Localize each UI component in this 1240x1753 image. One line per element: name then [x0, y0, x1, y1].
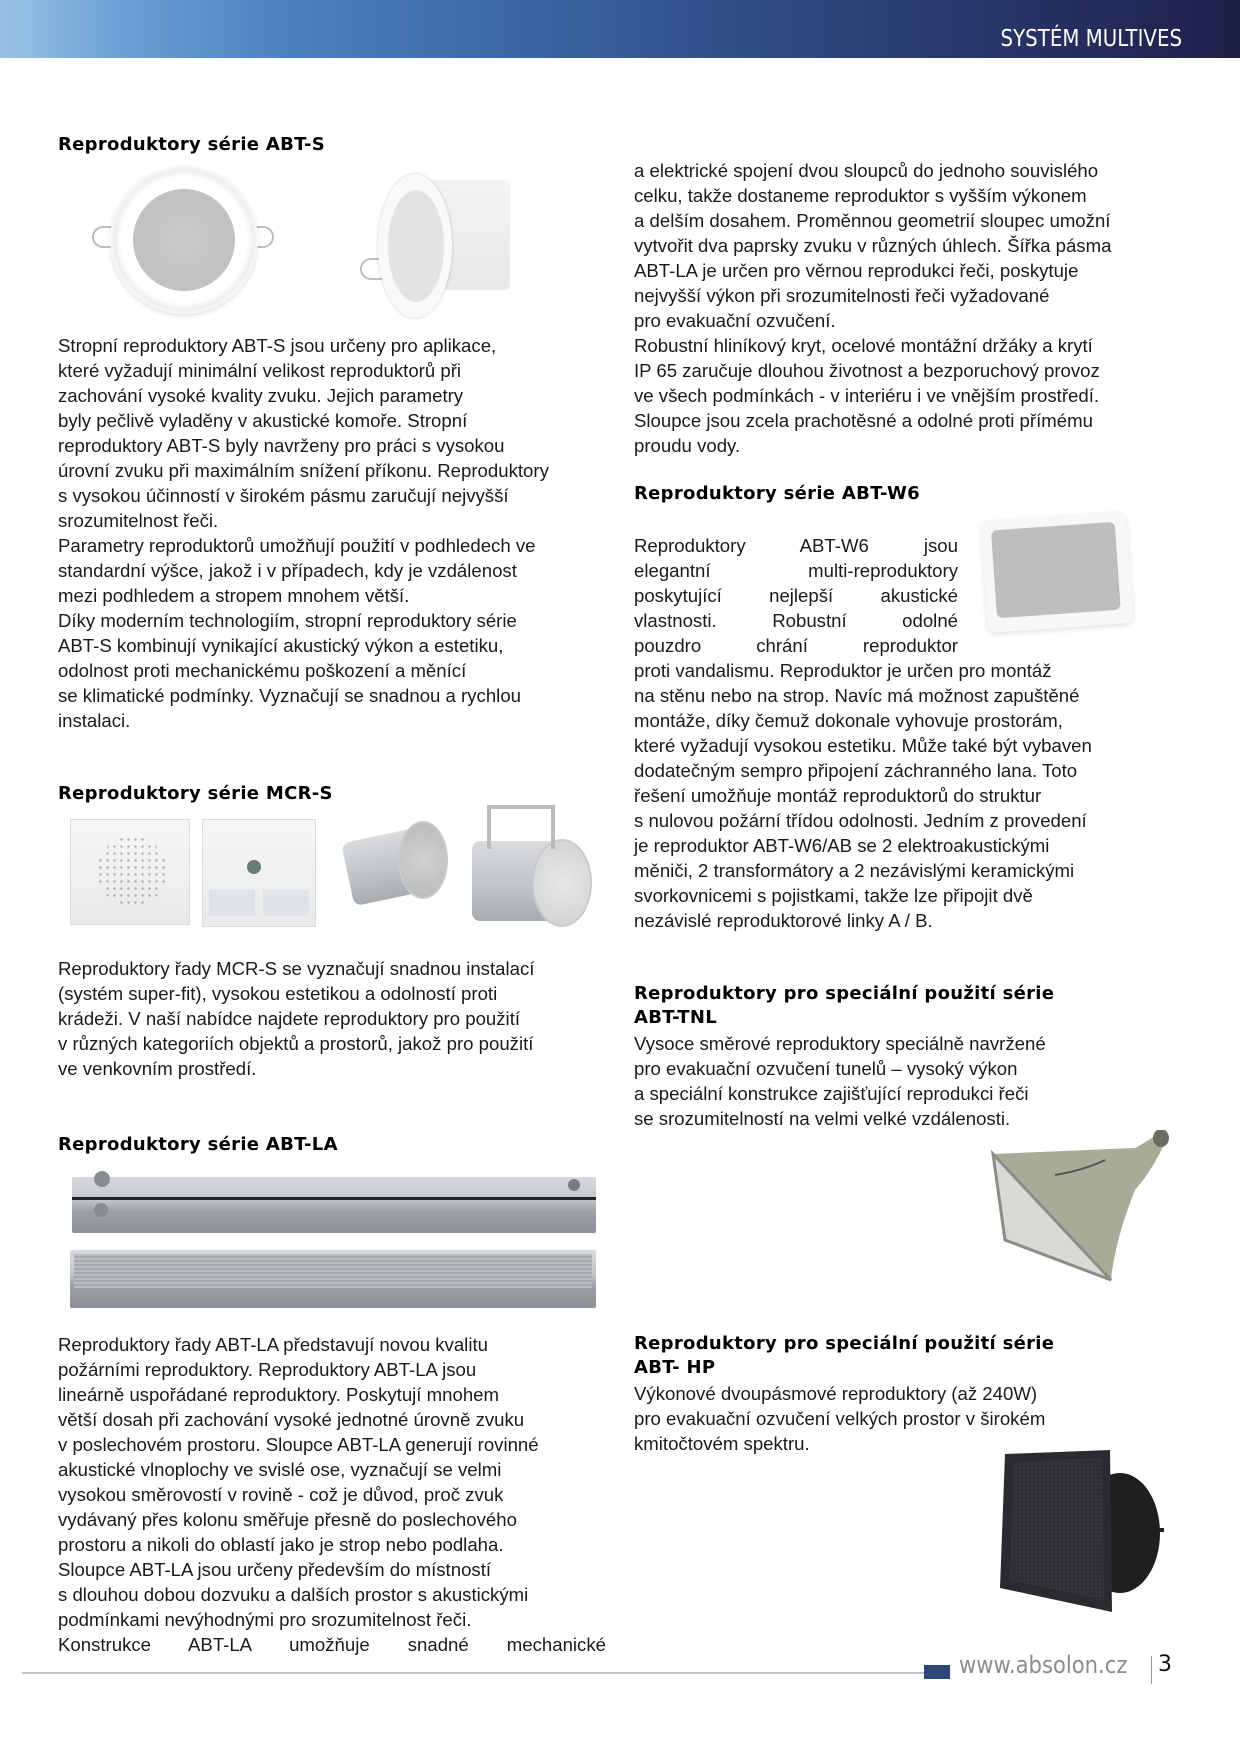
abt-s-description: Stropní reproduktory ABT-S jsou určeny pro aplikace, které vyžadují minimální velikost reproduktorů při zachování vysoké kvality zvuku. Jejich parametry byly pečlivě vyladěny v akustické komoře. Stropní reproduktory ABT-S byly navrženy pro práci s vysokou úrovní zvuku při maximálním snížení příkonu. Reproduktory s vysokou účinností v širokém pásmu zaručují nejvyšší srozumitelnost řeči. Parametry reproduktorů umožňují použití v podhledech ve standardní výšce, jakož i v případech, kdy je vzdálenost mezi podhledem a stropem mnohem větší. Díky moderním technologiím, stropní reproduktory série ABT-S kombinují vynikající akustický výkon a estetiku, odolnost proti mechanickému poškození a měnící se klimatické podmínky. Vyznačují se snadnou a rychlou instalaci.	[58, 335, 549, 731]
footer-accent-square	[924, 1665, 950, 1679]
footer-website-link[interactable]: www.absolon.cz	[959, 1651, 1128, 1679]
abt-s-product-image	[80, 160, 540, 320]
abt-la-description-continued: a elektrické spojení dvou sloupců do jednoho souvislého celku, takže dostaneme reproduktor s vyšším výkonem a delším dosahem. Proměnnou geometrií sloupec umožní vytvořit dva paprsky zvuku v různých úhlech. Šířka pásma ABT-LA je určen pro věrnou reprodukci řeči, poskytuje nejvyšší výkon při srozumitelnosti řeči vyžadované pro evakuační ozvučení. Robustní hliníkový kryt, ocelové montážní držáky a krytí IP 65 zaručuje dlouhou životnost a bezporuchový provoz ve všech podmínkách - v interiéru i ve vnějším prostředí. Sloupce jsou zcela prachotěsné a odolné proti přímému proudu vody.	[634, 160, 1112, 456]
page-number: 3	[1158, 1652, 1172, 1677]
heading-abt-hp: Reproduktory pro speciální použití série ABT- HP	[634, 1333, 1055, 1378]
abt-tnl-description: Vysoce směrové reproduktory speciálně navržené pro evakuační ozvučení tunelů – vysoký výkon a speciální konstrukce zajišťující reprodukci řeči se srozumitelností na velmi velké vzdálenosti.	[634, 1033, 1046, 1129]
mcr-s-product-image	[62, 805, 592, 930]
footer-rule	[22, 1672, 928, 1674]
abt-la-product-image	[68, 1165, 594, 1315]
footer-separator	[1151, 1656, 1152, 1684]
heading-mcr-s: Reproduktory série MCR-S	[58, 783, 333, 804]
abt-tnl-product-image	[985, 1130, 1175, 1290]
abt-w6-product-image	[980, 511, 1133, 633]
abt-w6-description: proti vandalismu. Reproduktor je určen pro montáž na stěnu nebo na strop. Navíc má možnost zapuštěné montáže, díky čemuž dokonale vyhovuje prostorám, které vyžadují vysokou estetiku. Může také být vybaven dodatečným sempro připojení záchranného lana. Toto řešení umožňuje montáž reproduktorů do struktur s nulovou požární třídou odolnosti. Jedním z provedení je reproduktor ABT-W6/AB se 2 elektroakustickými měniči, 2 transformátory a 2 nezávislými keramickými svorkovnicemi s pojistkami, takže lze připojit dvě nezávislé reproduktorové linky A / B.	[634, 660, 1092, 931]
heading-abt-tnl: Reproduktory pro speciální použití série ABT-TNL	[634, 983, 1055, 1028]
abt-hp-description: Výkonové dvoupásmové reproduktory (až 240W) pro evakuační ozvučení velkých prostor v širokém kmitočtovém spektru.	[634, 1383, 1046, 1454]
abt-w6-description-intro: Reproduktory ABT-W6 jsou elegantní multi-reproduktory poskytující nejlepší akustické vlastnosti. Robustní odolné pouzdro chrání reproduktor	[634, 535, 958, 656]
header-title: SYSTÉM MULTIVES	[1000, 26, 1182, 52]
abt-hp-product-image	[960, 1448, 1180, 1618]
heading-abt-la: Reproduktory série ABT-LA	[58, 1134, 338, 1155]
heading-abt-w6: Reproduktory série ABT-W6	[634, 483, 920, 504]
mcr-s-description: Reproduktory řady MCR-S se vyznačují snadnou instalací (systém super-fit), vysokou estetikou a odolností proti krádeži. V naší nabídce najdete reproduktory pro použití v různých kategoriích objektů a prostorů, jakož pro použití ve venkovním prostředí.	[58, 958, 535, 1079]
abt-la-description: Reproduktory řady ABT-LA představují novou kvalitu požárními reproduktory. Reproduktory ABT-LA jsou lineárně uspořádané reproduktory. Poskytují mnohem větší dosah při zachování vysoké jednotné úrovně zvuku v poslechovém prostoru. Sloupce ABT-LA generují rovinné akustické vlnoplochy ve svislé ose, vyznačují se velmi vysokou směrovostí v rovině - což je důvod, proč zvuk vydávaný přes kolonu směřuje přesně do poslechového prostoru a nikoli do oblastí jako je strop nebo podlaha. Sloupce ABT-LA jsou určeny především do místností s dlouhou dobou dozvuku a dalších prostor s akustickými podmínkami nevýhodnými pro srozumitelnost řeči. Konstrukce ABT-LA umožňuje snadné mechanické	[58, 1334, 606, 1655]
heading-abt-s: Reproduktory série ABT-S	[58, 134, 326, 155]
header-banner	[0, 0, 1240, 58]
